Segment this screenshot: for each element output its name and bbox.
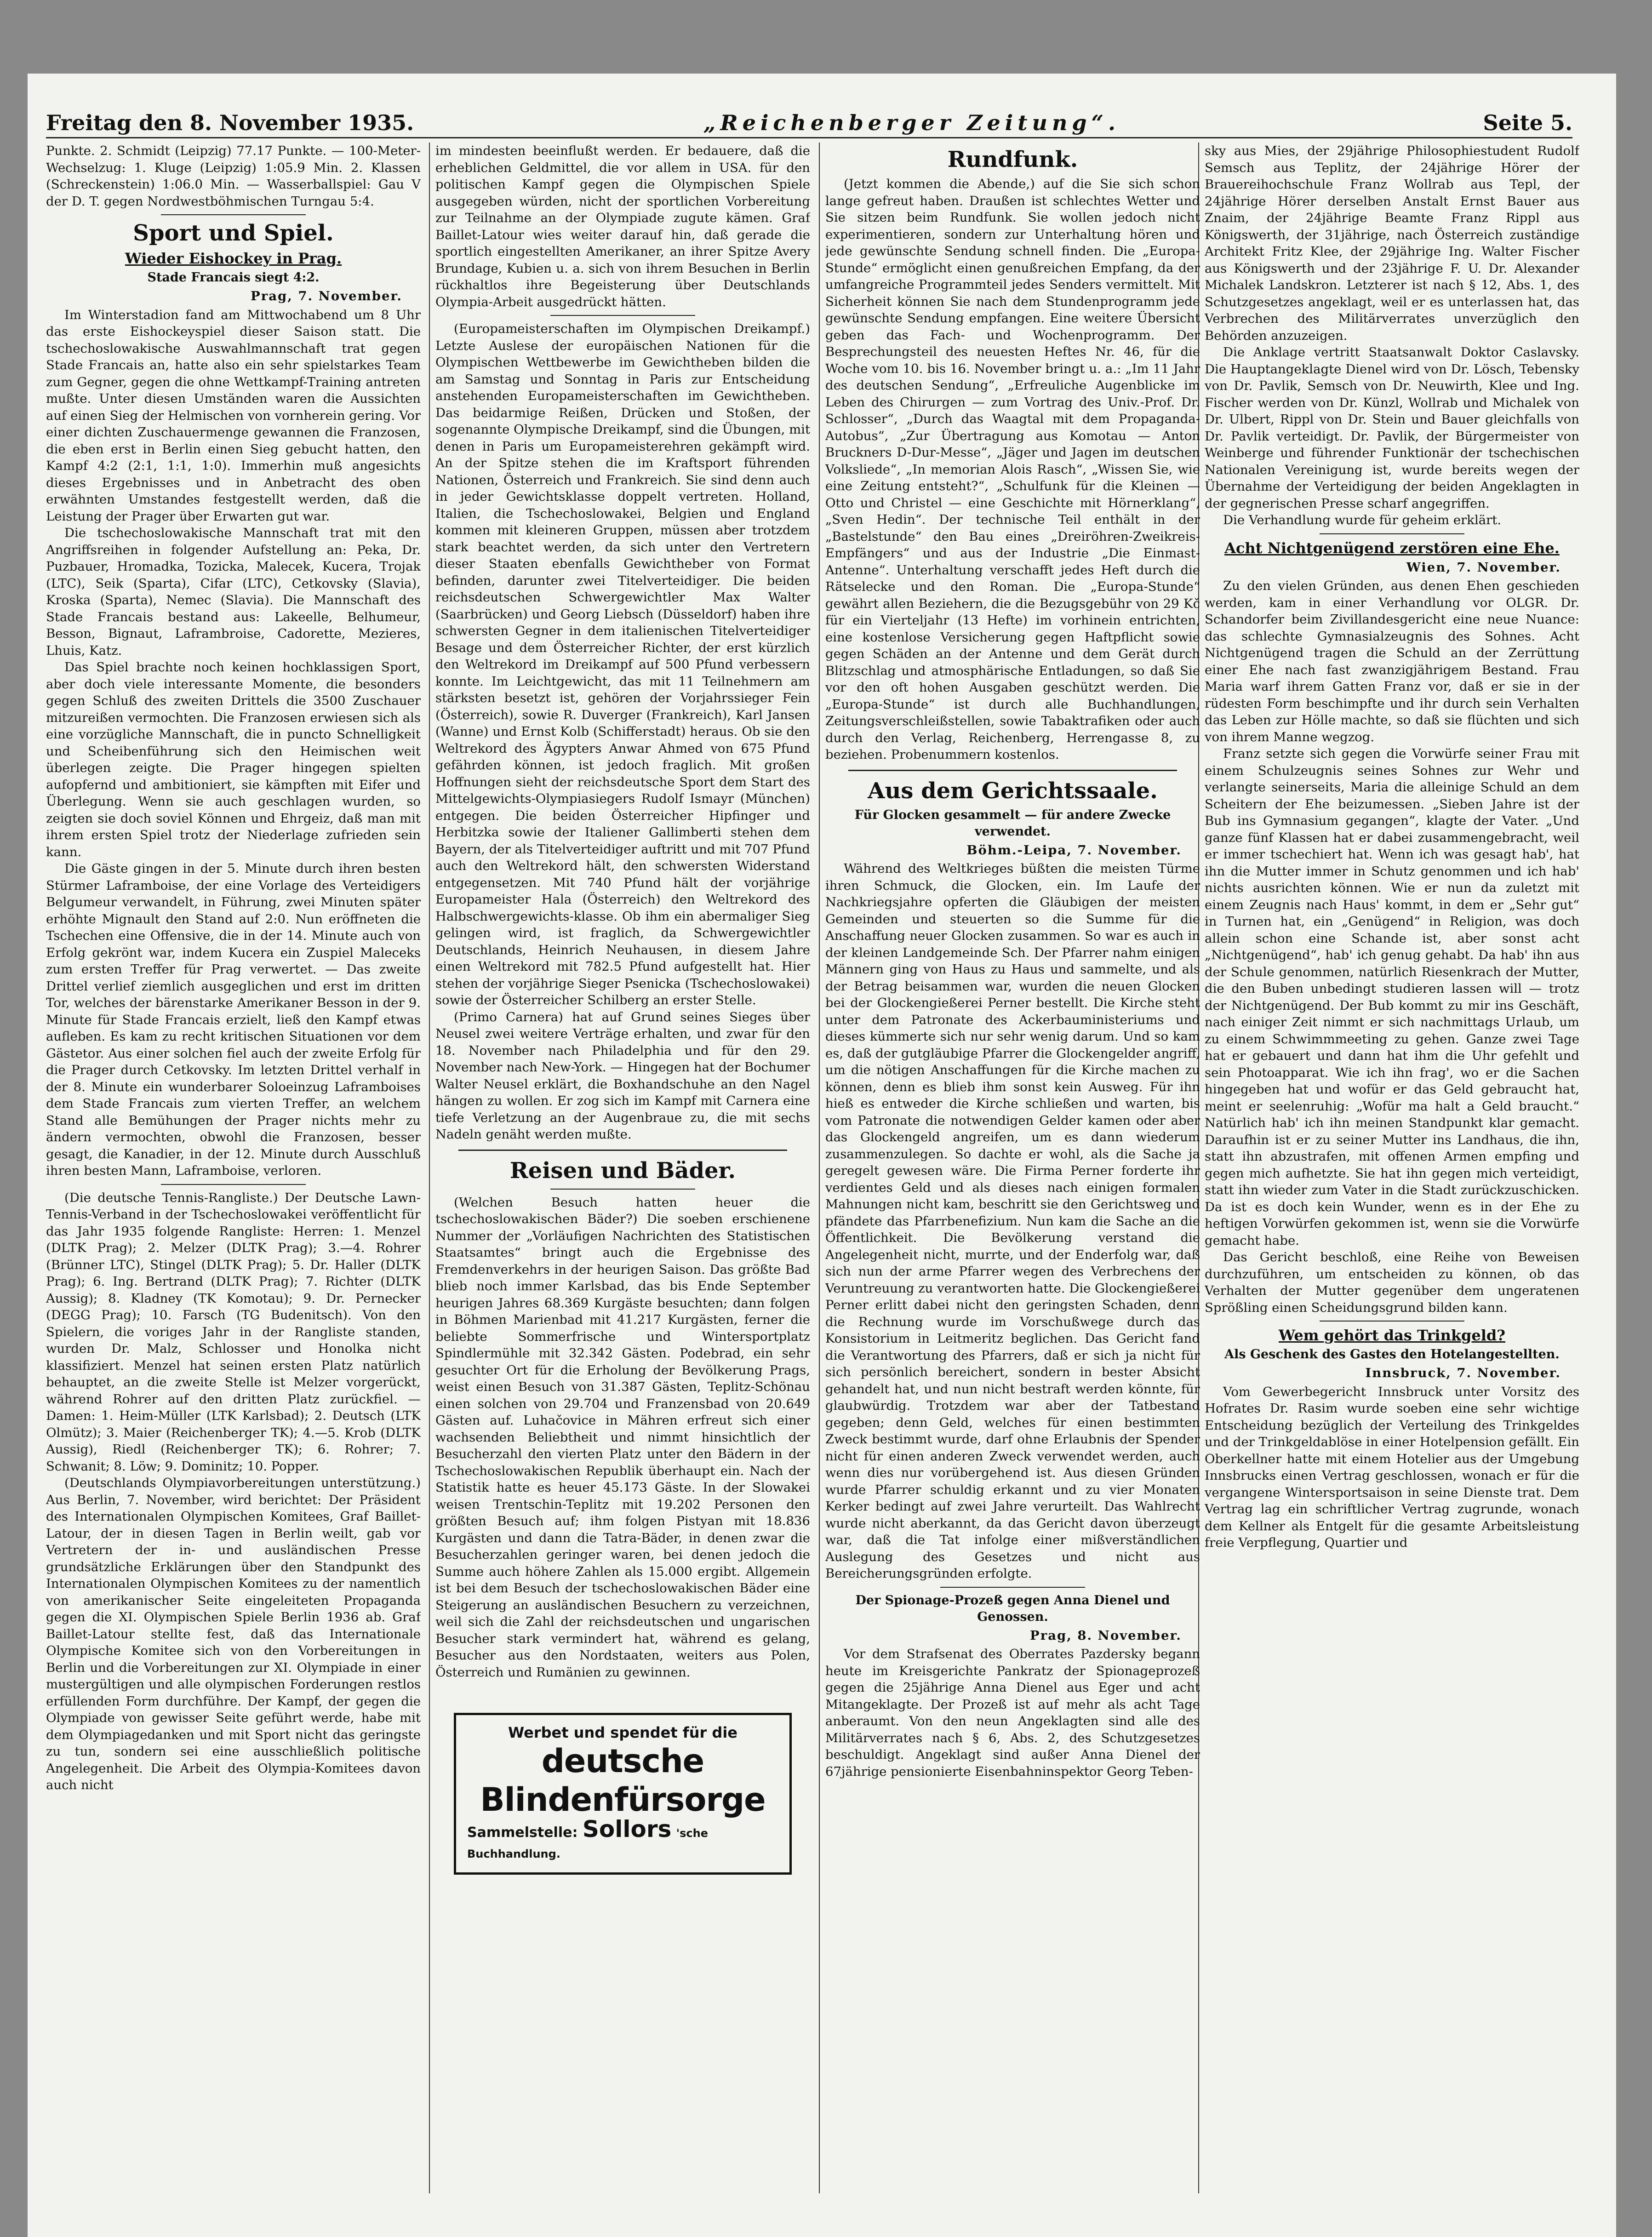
divider xyxy=(1320,533,1464,534)
divider xyxy=(458,1150,787,1151)
section-heading-sport: Sport und Spiel. xyxy=(133,220,334,246)
article-paragraph: Die tschechoslowakische Mannschaft trat mit den Angriffsreihen in folgender Aufstellung an: Peka, Dr. Puzbauer, Hromadka, Tozicka, Malecek, Kucera, Trojak (LTC), Seik (Sparta), Cifar (LTC), Cetkovsky (Slavia), Kroska (Sparta), Nemec (Slavia). Die Mannschaft des Stade Francais bestand aus: Lakeelle, Belhumeur, Besson, Bignaut, Laframbroise, Cadorette, Mezieres, Lhuis, Katz. xyxy=(46,526,421,658)
newspaper-title: „Reichenberger Zeitung“. xyxy=(703,110,1120,135)
article-paragraph: (Europameisterschaften im Olympischen Dreikampf.) Letzte Auslese der europäischen Nationen für die Olympischen Wettbewerbe im Gewichtheben bilden die am Samstag und Sonntag in Paris zur Entscheidung anstehenden Europameisterschaften im Gewichtheben. Das beidarmige Reißen, Drücken und Stoßen, der sogenannte Olympische Dreikampf, sind die Übungen, mit denen in Paris um Europameisterehren gekämpft wird. An der Spitze stehen die im Kraftsport führenden Nationen, Österreich und Frankreich. Sie sind denn auch in jeder Gewichtsklasse doppelt vertreten. Holland, Italien, die Tschechoslowakei, Belgien und England kommen mit kleineren Gruppen, müssen aber trotzdem stark beachtet werden, da sich unter den Vertretern dieser Staaten ebenfalls Gewichtheber von Format befinden, darunter zwei Titelverteidiger. Die beiden reichsdeutschen Schwergewichtler Max Walter (Saarbrücken) und Georg Liebsch (Düsseldorf) haben ihre schwersten Gegner in dem italienischen Titelverteidiger Besage und dem Österreicher Richter, der erst kürzlich den Weltrekord im Dreikampf auf 500 Pfund verbessern konnte. Im Leichtgewicht, das mit 11 Teilnehmern am stärksten besetzt ist, gehören der Vorjahrssieger Fein (Österreich), sowie R. Duverger (Frankreich), Karl Jansen (Wanne) und Ernst Kolb (Schifferstadt) heraus. Ob sie den Weltrekord des Ägypters Anwar Ahmed von 675 Pfund gefährden können, ist jedoch fraglich. Mit großen Hoffnungen sieht der reichsdeutsche Sport dem Start des Mittelgewichts-Olympiasiegers Rudolf Ismayr (München) entgegen. Die beiden Österreicher Hipfinger und Herbitzka sowie der Italiener Gallimberti stehen dem Bayern, der als Titelverteidiger auftritt und mit 707 Pfund auch den Weltrekord hält, den schwersten Widerstand entgegensetzen. Mit 740 Pfund hält der vorjährige Europameister Hala (Österreich) den Weltrekord des Halbschwergewichts-klasse. Ob ihm ein abermaliger Sieg gelingen wird, ist fraglich, da Schwergewichtler Deutschlands, Heinrich Neuhausen, in diesem Jahre einen Weltrekord mit 782.5 Pfund aufgestellt hat. Hier stehen der vorjährige Sieger Psenicka (Tschechoslowakei) sowie der Österreicher Schilberg an erster Stelle. xyxy=(435,321,810,1007)
ad-headline: deutsche Blindenfürsorge xyxy=(480,1742,766,1819)
column-divider xyxy=(429,143,430,2193)
article-paragraph: Die Anklage vertritt Staatsanwalt Doktor Caslavsky. Die Hauptangeklagte Dienel wird von Dr. Lösch, Tebensky von Dr. Pavlik, Semsch von Dr. Neuwirth, Klee und Ing. Fischer werden von Dr. Künzl, Wollrab und Michalek von Dr. Ulbert, Rippl von Dr. Stein und Bauer gleichfalls von Dr. Pavlik verteidigt. Dr. Pavlik, der Bürgermeister von Weinberge und führender Funktionär der tschechischen Nationalen Vereinigung ist, wurde bereits wegen der Übernahme der Verteidigung der beiden Angeklagten in der gegnerischen Presse scharf angegriffen. xyxy=(1205,345,1579,511)
ad-store-name: Sollors xyxy=(582,1816,672,1842)
dateline: Prag, 7. November. xyxy=(251,289,402,303)
divider xyxy=(848,770,1177,771)
header-date: Freitag den 8. November 1935. xyxy=(46,110,414,135)
article-paragraph: Die Gäste gingen in der 5. Minute durch ihren besten Stürmer Laframboise, der eine Vorlage des Verteidigers Belgumeur verwandelt, in Führung, zwei Minuten später erhöhte Mignault den Stand auf 2:0. Nun eröffneten die Tschechen eine Offensive, die in der 14. Minute auch von Erfolg gekrönt war, indem Kucera ein Zuspiel Maleceks zum ersten Treffer für Prag verwertet. — Das zweite Drittel verlief ziemlich ausgeglichen und erst im dritten Tor, welches der bärenstarke Amerikaner Besson in der 9. Minute für Stade Francais erzielt, ließ den Kampf etwas aufleben. Es kam zu recht kritischen Situationen vor dem Gästetor. Aus einer solchen fiel auch der zweite Erfolg für die Prager durch Cetkovsky. Im letzten Drittel verhalf in der 8. Minute ein wunderbarer Soloeinzug Laframboises dem Stade Francais zum vierten Treffer, an welchem Stand alle Bemühungen der Prager nichts mehr zu ändern vermochten, obwohl die Franzosen, besser gesagt, die Kanadier, in der 12. Minute durch Ausschluß ihren besten Mann, Laframboise, verloren. xyxy=(46,861,421,1178)
section-heading-travel: Reisen und Bäder. xyxy=(509,1157,736,1184)
article-paragraph: (Die deutsche Tennis-Rangliste.) Der Deutsche Lawn-Tennis-Verband in der Tschechoslowakei veröffentlicht für das Jahr 1935 folgende Rangliste: Herren: 1. Menzel (DLTK Prag); 2. Melzer (DLTK Prag); 3.—4. Rohrer (Brünner LTC), Stingel (DLTK Prag); 5. Dr. Haller (DLTK Prag); 6. Ing. Bertrand (DLTK Prag); 7. Richter (DLTK Aussig); 8. Kladney (TK Komotau); 9. Dr. Pernecker (DEGG Prag); 10. Farsch (TG Budenitsch). Von den Spielern, die voriges Jahr in der Rangliste standen, wurden Dr. Malz, Schlosser und Honolka nicht klassifiziert. Menzel hat seinen ersten Platz natürlich behauptet, an die zweite Stelle ist Melzer vorgerückt, während Rohrer auf den dritten Platz zurückfiel. — Damen: 1. Heim-Müller (LTK Karlsbad); 2. Deutsch (LTK Olmütz); 3. Maier (Reichenberger TK); 4.—5. Krob (DLTK Aussig), Riedl (Reichenberger TK); 6. Rohrer; 7. Schwanit; 8. Löw; 9. Dominitz; 10. Popper. xyxy=(46,1190,421,1474)
column-4 xyxy=(1205,143,1579,2198)
divider xyxy=(550,315,695,316)
article-paragraph: Franz setzte sich gegen die Vorwürfe seiner Frau mit einem Schulzeugnis seines Sohnes zur Wehr und verlangte seinerseits, Maria die alleinige Schuld an dem Scheitern der Ehe beizumessen. „Sieben Jahre ist der Bub ins Gymnasium gegangen“, klagte der Vater. „Und ganze fünf Klassen hat er dabei zusammengebracht, weil er immer tschechiert hat. Wenn ich was gesagt hab', hat ihn die Mutter immer in Schutz genommen und ich hab' nichts ausrichten können. Wie er nun da zuletzt mit einem Zeugnis nach Haus' kommt, in dem er „Sehr gut“ in Turnen hat, ein „Genügend“ in Religion, was doch allein schon eine Schande ist, aber sonst acht „Nichtgenügend“, hab' ich genug gehabt. Da hab' ihn aus der Schule genommen, natürlich Riesenkrach der Mutter, die den Buben unbedingt studieren lassen will — trotz der Nichtgenügend. Der Bub kommt zu mir ins Geschäft, nach einiger Zeit nimmt er sich nachmittags Urlaub, um zu einem Schwimmmeeting zu gehen. Ganze zwei Tage hat er gebauert und dann hat ihm die Uhr gefehlt und sein Photoapparat. Wie ich ihn frag', wo er die Sachen hingegeben hat und wofür er das Geld gebraucht hat, meint er seelenruhig: „Wofür ma halt a Geld braucht.“ Natürlich hab' ich ihn meinen Standpunkt klar gemacht. Daraufhin ist er zu seiner Mutter ins Landhaus, die ihn, statt ihn abzustrafen, mit offenen Armen empfing und gegen mich aufhetzte. Sie hat ihn gegen mich verteidigt, statt ihn wieder zum Vater in die Stadt zurückzuschicken. Da ist es doch kein Wunder, wenn es in der Ehe zu heftigen Vorwürfen gekommen ist, wenn sie die Vorwürfe gemacht habe. xyxy=(1205,746,1579,1248)
article-continuation: sky aus Mies, der 29jährige Philosophiestudent Rudolf Semsch aus Teplitz, der 24jährige Hörer der Brauereihochschule Franz Wollrab aus Tepl, der 24jährige Hörer derselben Anstalt Ernst Bauer aus Znaim, der 24jährige Beamte Franz Rippl aus Königswerth, der 31jährige, nach Österreich zuständige Architekt Fritz Klee, der 29jährige Ing. Walter Fischer aus Königswerth und der 23jährige F. U. Dr. Alexander Michalek Landskron. Letzterer ist nach § 12, Abs. 1, des Schutzgesetzes angeklagt, weil er es unterlassen hat, das Verbrechen des Militärverrates unverzüglich den Behörden anzuzeigen. xyxy=(1205,143,1579,343)
advertisement-box xyxy=(454,1713,792,1875)
ad-footer xyxy=(467,1816,778,1864)
article-continuation: Punkte. 2. Schmidt (Leipzig) 77.17 Punkte. — 100-Meter-Wechselzug: 1. Kluge (Leipzig) 1:05.9 Min. 2. Klassen (Schreckenstein) 1:06.0 Min. — Wasserballspiel: Gau V der D. T. gegen Nordwestböhmischen Turngau 5:4. xyxy=(46,143,421,209)
article-headline: Der Spionage-Prozeß gegen Anna Dienel und Genossen. xyxy=(855,1593,1170,1624)
newspaper-page xyxy=(28,74,1616,2237)
article-paragraph: Vom Gewerbegericht Innsbruck unter Vorsitz des Hofrates Dr. Rasim wurde soeben eine sehr wichtige Entscheidung bezüglich der Verteilung des Trinkgeldes und der Trinkgeldablöse in einer Hotelpension gefällt. Ein Oberkellner hatte mit einem Hotelier aus der Umgebung Innsbrucks einen Vertrag geschlossen, wonach er für die vergangene Wintersportsaison in seine Dienste trat. Dem Vertrag lag ein schriftlicher Vertrag zugrunde, wonach dem Kellner als Entgelt für die gesamte Arbeitsleistung freie Verpflegung, Quartier und xyxy=(1205,1384,1579,1550)
article-continuation: im mindesten beeinflußt werden. Er bedauere, daß die erheblichen Geldmittel, die vor allem in USA. für den politischen Kampf gegen die Olympischen Spiele ausgegeben würden, nicht der sportlichen Vorbereitung zur Teilnahme an der Olympiade zugute kämen. Graf Baillet-Latour wies weiter darauf hin, daß gerade die sportlich eingestellten Amerikaner, an ihrer Spitze Avery Brundage, Kubien u. a. sich von ihrem Besuchen in Berlin rückhaltlos ihre Begeisterung über Deutschlands Olympia-Arbeit ausgedrückt hätten. xyxy=(435,143,810,309)
section-heading-radio: Rundfunk. xyxy=(947,147,1078,172)
dateline: Innsbruck, 7. November. xyxy=(1365,1366,1561,1380)
article-subheadline: Als Geschenk des Gastes den Hotelangestellten. xyxy=(1224,1347,1560,1362)
header-rule xyxy=(46,137,1572,138)
article-headline: Wem gehört das Trinkgeld? xyxy=(1278,1327,1506,1344)
article-paragraph: Zu den vielen Gründen, aus denen Ehen geschieden werden, kam in einer Verhandlung vor OLGR. Dr. Schandorfer beim Zivillandesgericht eine neue Nuance: das schlechte Gymnasialzeugnis des Sohnes. Acht Nichtgenügend tragen die Schuld an der Zerrüttung einer Ehe nach fast zwanzigjährigem Bestand. Frau Maria warf ihrem Gatten Franz vor, daß er sie in der rüdesten Form beschimpfte und ihr durch sein Verhalten das Leben zur Hölle machte, so daß sie flüchten und sich von ihrem Manne wegzog. xyxy=(1205,578,1579,744)
column-3 xyxy=(825,143,1200,2198)
divider xyxy=(1320,1321,1464,1322)
page-number: Seite 5. xyxy=(1483,110,1572,135)
article-headline: Acht Nichtgenügend zerstören eine Ehe. xyxy=(1224,539,1560,557)
column-divider xyxy=(819,143,820,2193)
article-paragraph: Vor dem Strafsenat des Oberrates Pazdersky begann heute im Kreisgerichte Pankratz der Spionageprozeß gegen die 25jährige Anna Dienel aus Eger und acht Mitangeklagte. Der Prozeß ist auf mehr als acht Tage anberaumt. Von den neun Angeklagten sind alle des Militärverrates nach § 6, Abs. 2, des Schutzgesetzes beschuldigt. Angeklagt sind außer Anna Dienel der 67jährige pensionierte Eisenbahninspektor Georg Teben- xyxy=(825,1647,1200,1779)
article-paragraph: Im Winterstadion fand am Mittwochabend um 8 Uhr das erste Eishockeyspiel dieser Saison statt. Die tschechoslowakische Auswahlmannschaft trat gegen Stade Francais an, hatte also ein sehr spielstarkes Team zum Gegner, gegen die ohne Wettkampf-Training antreten mußte. Unter diesen Umständen waren die Aussichten auf einen Sieg der Helmischen von vornherein gering. Vor einer dichten Zuschauermenge gewannen die Franzosen, die eben erst in Berlin einen Sieg gebucht hatten, den Kampf 4:2 (2:1, 1:1, 1:0). Immerhin muß angesichts dieses Ergebnisses und in Anbetracht des oben erwähnten Umstandes festgestellt werden, daß die Leistung der Prager über Erwarten gut war. xyxy=(46,307,421,524)
article-paragraph: (Welchen Besuch hatten heuer die tschechoslowakischen Bäder?) Die soeben erschienene Nummer der „Vorläufigen Nachrichten des Statistischen Staatsamtes“ bringt auch die Ergebnisse des Fremdenverkehrs in der heurigen Saison. Das größte Bad blieb noch immer Karlsbad, das bis Ende September heurigen Jahres 68.369 Kurgäste besuchten; dann folgen in Böhmen Marienbad mit 41.217 Kurgästen, ferner die beliebte Sommerfrische und Wintersportplatz Spindlermühle mit 32.342 Gästen. Podebrad, ein sehr gesuchter Ort für die Erholung der Bevölkerung Prags, weist einen Besuch von 31.387 Gästen, Teplitz-Schönau einen solchen von 29.704 und Franzensbad von 20.649 Gästen auf. Luhačovice in Mähren erfreut sich einer wachsenden Beliebtheit und nimmt hinsichtlich der Besucherzahl den vierten Platz unter den Bädern in der Tschechoslowakischen Republik überhaupt ein. Nach der Statistik hatte es heuer 45.173 Gäste. In der Slowakei weisen Trentschin-Teplitz mit 19.202 Personen den größten Besuch auf; ihm folgen Pistyan mit 18.836 Kurgästen und dann die Tatra-Bäder, in denen zwar die Besucherzahlen geringer waren, bei denen jedoch die Summe auch höhere Zahlen als 15.000 ergibt. Allgemein ist bei dem Besuch der tschechoslowakischen Bäder eine Steigerung an ausländischen Besuchern zu verzeichnen, weil sich die Zahl der reichsdeutschen und ungarischen Besucher stark vermindert hat, während es gelang, Besucher aus den Nordstaaten, weiters aus Polen, Österreich und Rumänien zu gewinnen. xyxy=(435,1195,810,1680)
dateline: Böhm.-Leipa, 7. November. xyxy=(966,842,1182,858)
article-paragraph: Die Verhandlung wurde für geheim erklärt. xyxy=(1223,513,1502,527)
article-headline: Wieder Eishockey in Prag. xyxy=(125,250,342,267)
ad-store-suffix: 'sche Buchhandlung. xyxy=(467,1827,709,1860)
article-paragraph: Während des Weltkrieges büßten die meisten Türme ihren Schmuck, die Glocken, ein. Im Laufe der Nachkriegsjahre opferten die Gläubigen der meisten Gemeinden und steuerten so die Summe für die Anschaffung neuer Glocken zusammen. So war es auch in der kleinen Landgemeinde Sch. Der Pfarrer nahm einigen Männern ging von Haus zu Haus und sammelte, und als der Betrag beisammen war, wurden die neuen Glocken bei der Glockengießerei Perner bestellt. Die Kirche steht unter dem Patronate des Ackerbauministeriums und dieses kümmerte sich nur sehr wenig darum. Und so kam es, daß der gutgläubige Pfarrer die Glockengelder angriff, um die nötigen Anschaffungen für die Kirche machen zu können, denn es blieb ihm sonst kein Ausweg. Für ihn hieß es entweder die Kirche schließen und warten, bis vom Patronate die notwendigen Gelder kamen oder aber das Glockengeld angreifen, um es dann wiederum zusammenzulegen. So dachte er wohl, als die Sache ja geregelt gewesen wäre. Die Firma Perner forderte ihr verdientes Geld und als dieses nach einigen formalen Mahnungen nicht kam, beschritt sie den Gerichtsweg und pfändete das Pfarrbenefizium. Nun kam die Sache an die Öffentlichkeit. Die Bevölkerung verstand die Angelegenheit nicht, murrte, und der Enderfolg war, daß sich nun der arme Pfarrer wegen des Verbrechens der Veruntreuung zu verantworten hatte. Die Glockengießerei Perner erlitt dabei nicht den geringsten Schaden, denn die Rechnung wurde im Vorschußwege durch das Konsistorium in Leitmeritz beglichen. Das Gericht fand die Verantwortung des Pfarrers, daß er sich ja nicht für sich persönlich bereichert, sondern in bester Absicht gehandelt hat, und nun nicht bestraft werden könnte, für glaubwürdig. Trotzdem war aber der Tatbestand gegeben; denn Geld, welches für einen bestimmten Zweck bestimmt wurde, darf ohne Erlaubnis der Spender nicht für einen anderen Zweck verwendet werden, auch wenn dies nur vorübergehend ist. Aus diesen Gründen wurde Pfarrer schuldig erkannt und zu vier Monaten Kerker bedingt auf zwei Jahre verurteilt. Das Wahlrecht wurde nicht aberkannt, da das Gericht davon überzeugt war, daß die Tat infolge einer mißverständlichen Auslegung des Gesetzes und nicht aus Bereicherungsgründen erfolgte. xyxy=(825,861,1200,1581)
section-heading-court: Aus dem Gerichtssaale. xyxy=(868,778,1158,804)
article-paragraph: (Jetzt kommen die Abende,) auf die Sie sich schon lange gefreut haben. Draußen ist schlechtes Wetter und Sie sitzen beim Rundfunk. Sie wollen jedoch nicht experimentieren, sondern zur Unterhaltung hören und jede gewünschte Sendung schnell finden. Die „Europa-Stunde“ ermöglicht einen genußreichen Empfang, da der umfangreiche Programmteil jedes Senders vermittelt. Mit Sicherheit können Sie nach dem Stundenprogramm jede gewünschte Sendung empfangen. Eine weitere Übersicht geben das Fach- und Wochenprogramm. Der Besprechungsteil des neuesten Heftes Nr. 46, für die Woche vom 10. bis 16. November bringt u. a.: „Im 11 Jahr des deutschen Sendung“, „Erfreuliche Augenblicke im Leben des Chirurgen — zum Vortrag des Univ.-Prof. Dr. Schlosser“, „Durch das Waagtal mit dem Propaganda-Autobus“, „Zur Übertragung aus Komotau — Anton Bruckners D-Dur-Messe“, „Jäger und Jagen im deutschen Volksliede“, „In memorian Alois Rasch“, „Wissen Sie, wie eine Zeitung entsteht?“, „Schulfunk für die Kleinen — Otto und Christel — eine Geschichte mit Hörnerklang“, „Sven Hedin“. Der technische Teil enthält in der „Bastelstunde“ den Bau eines „Dreiröhren-Zweikreis-Empfängers“ und aus der Industrie „Die Einmast-Antenne“. Unterhaltung verschafft jedes Heft durch die Rätselecke und den Roman. Die „Europa-Stunde“ gewährt allen Beziehern, die die Bezugsgebühr von 29 Kč für ein Vierteljahr (13 Hefte) im vorhinein entrichten, eine kostenlose Versicherung gegen Haftpflicht sowie gegen Schäden an der Antenne und dem Gerät durch Blitzschlag und atmosphärische Entladungen, so daß Sie vor den oft hohen Ausgaben geschützt werden. Die „Europa-Stunde“ ist durch alle Buchhandlungen, Zeitungsverschleißstellen, sowie Tabaktrafiken oder auch durch den Verlag, Reichenberg, Herrengasse 8, zu beziehen. Probenummern kostenlos. xyxy=(825,177,1200,762)
article-paragraph: Das Gericht beschloß, eine Reihe von Beweisen durchzuführen, um entscheiden zu können, ob das Verhalten der Mutter gegenüber dem ungeratenen Sprößling einen Scheidungsgrund bilden kann. xyxy=(1205,1250,1579,1315)
divider xyxy=(161,1184,306,1185)
article-paragraph: Das Spiel brachte noch keinen hochklassigen Sport, aber doch viele interessante Momente, die besonders gegen Schluß des zweiten Drittels die 3500 Zuschauer mitzureißen vermochten. Die Franzosen erwiesen sich als eine vorzügliche Mannschaft, die in puncto Schnelligkeit und Scheibenführung sich den Heimischen weit überlegen zeigte. Die Prager hingegen spielten aufopfernd und ambitioniert, sie kämpften mit Eifer und Überlegung. Wenn sie auch geschlagen wurden, so zeigten sie doch soviel Können und Ehrgeiz, daß man mit ihrem ersten Spiel trotz der Niederlage zufrieden sein kann. xyxy=(46,660,421,859)
divider xyxy=(940,1587,1085,1588)
article-paragraph: (Primo Carnera) hat auf Grund seines Sieges über Neusel zwei weitere Verträge erhalten, und zwar für den 18. November nach Philadelphia und für den 29. November nach New-York. — Hingegen hat der Bochumer Walter Neusel erklärt, die Boxhandschuhe an den Nagel hängen zu wollen. Er zog sich im Kampf mit Carnera eine tiefe Verletzung an der Augenbraue zu, die mit sechs Nadeln genäht werden mußte. xyxy=(435,1009,810,1142)
article-headline: Für Glocken gesammelt — für andere Zwecke verwendet. xyxy=(854,807,1171,839)
dateline: Wien, 7. November. xyxy=(1406,560,1561,575)
ad-tagline: Werbet und spendet für die xyxy=(508,1724,737,1741)
article-paragraph: (Deutschlands Olympiavorbereitungen unterstützung.) Aus Berlin, 7. November, wird berichtet: Der Präsident des Internationalen Olympischen Komitees, Graf Baillet-Latour, der in diesen Tagen in Berlin weilt, gab vor Vertretern der in- und ausländischen Presse grundsätzliche Erklärungen über den Standpunkt des Internationalen Olympischen Komitees zu der namentlich von amerikanischer Seite eingeleiteten Propaganda gegen die XI. Olympischen Spiele Berlin 1936 ab. Graf Baillet-Latour stellte fest, daß das Internationale Olympische Komitee sich von den Vorbereitungen in Berlin und die Vorbereitungen zur XI. Olympiade in einer mustergültigen und alle olympischen Forderungen restlos erfüllenden Form durchführe. Der Kampf, der gegen die Olympiade von gewisser Seite geführt werde, habe mit dem Olympiagedanken und mit Sport nicht das geringste zu tun, sondern sei eine ausschließlich politische Angelegenheit. Die Arbeit des Olympia-Komitees davon auch nicht xyxy=(46,1476,421,1792)
divider xyxy=(550,1189,695,1190)
column-1 xyxy=(46,143,421,2198)
article-subheadline: Stade Francais siegt 4:2. xyxy=(147,270,320,285)
divider xyxy=(161,214,306,215)
ad-label: Sammelstelle: xyxy=(467,1825,578,1841)
column-2 xyxy=(435,143,810,2198)
dateline: Prag, 8. November. xyxy=(1030,1628,1182,1643)
